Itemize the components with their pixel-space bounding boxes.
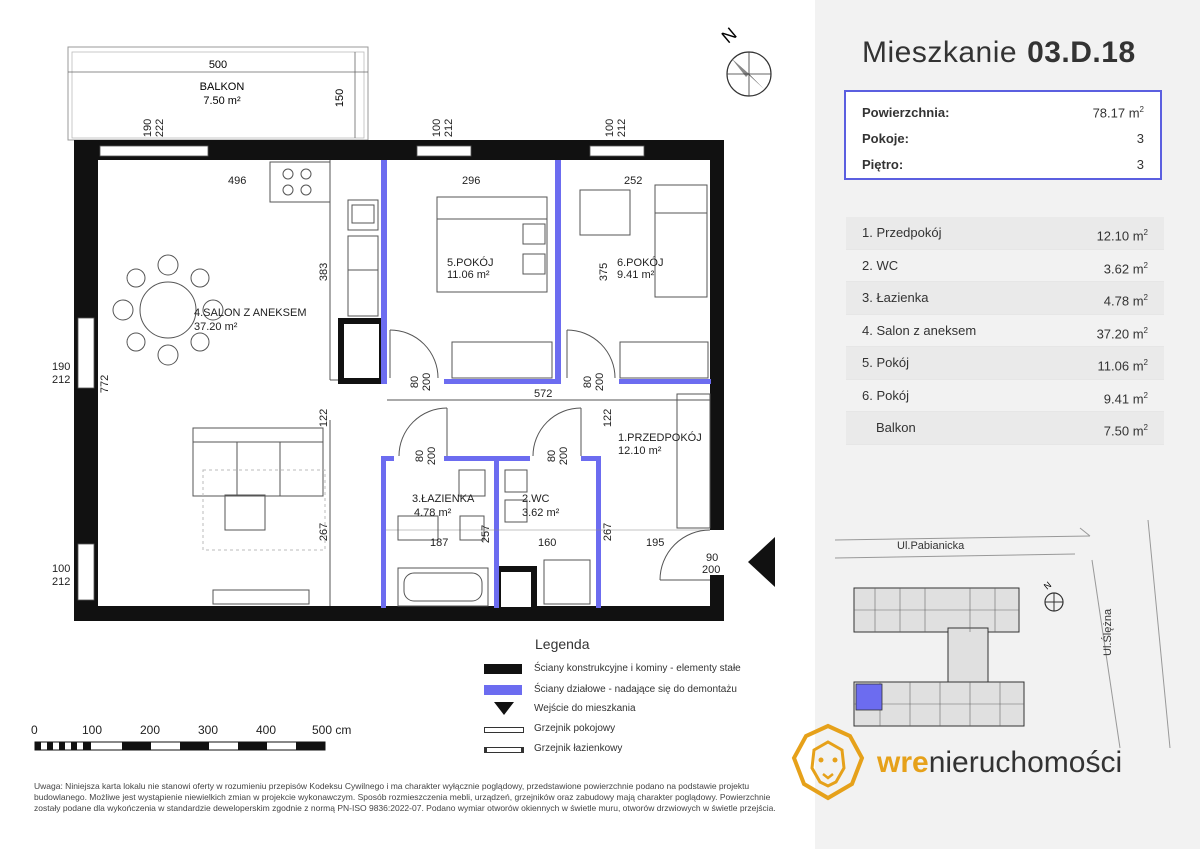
door-dim-80a: 80 bbox=[409, 375, 421, 389]
lion-logo-icon bbox=[790, 722, 866, 802]
compass-letter: N bbox=[717, 23, 741, 48]
dim-772: 772 bbox=[99, 374, 111, 394]
dim-375: 375 bbox=[598, 262, 610, 282]
door-dim-90: 90 bbox=[706, 552, 719, 564]
door-dim-80c: 80 bbox=[414, 449, 426, 463]
przedpokoj-area: 12.10 m² bbox=[618, 445, 662, 457]
window-dim-212a: 212 bbox=[443, 118, 455, 138]
dim-572: 572 bbox=[534, 388, 553, 400]
dim-257: 257 bbox=[480, 524, 492, 544]
summary-floor-row: Piętro: 3 bbox=[862, 157, 1144, 172]
street-slezna: Ul.Ślężna bbox=[1102, 608, 1114, 656]
room-list bbox=[846, 217, 1164, 445]
balcony bbox=[68, 47, 368, 140]
apartment-code: 03.D.18 bbox=[1027, 36, 1136, 69]
door-dim-200b: 200 bbox=[594, 372, 606, 392]
window-dim-222: 222 bbox=[154, 118, 166, 138]
pokoj6-name: 6.POKÓJ bbox=[617, 257, 664, 269]
door-dim-80d: 80 bbox=[546, 449, 558, 463]
legend-title: Legenda bbox=[535, 636, 590, 652]
door-dim-200c: 200 bbox=[426, 446, 438, 466]
brand-wordmark: wrenieruchomości bbox=[877, 746, 1123, 779]
balcony-width-label: 500 bbox=[208, 59, 228, 71]
dim-160: 160 bbox=[538, 537, 557, 549]
left-window-190: 190 bbox=[52, 361, 71, 373]
scale-tick-500: 500 cm bbox=[312, 723, 352, 737]
summary-box bbox=[844, 90, 1162, 180]
entrance-arrow-icon bbox=[748, 537, 775, 587]
dim-267a: 267 bbox=[318, 522, 330, 542]
salon-name: 4.SALON Z ANEKSEM bbox=[194, 307, 307, 319]
street-pabianicka: Ul.Pabianicka bbox=[897, 540, 965, 552]
balcony-depth-label: 150 bbox=[334, 88, 346, 108]
door-dim-200a: 200 bbox=[421, 372, 433, 392]
dim-187: 187 bbox=[430, 537, 449, 549]
scale-bar bbox=[31, 723, 351, 750]
pokoj5-name: 5.POKÓJ bbox=[447, 257, 494, 269]
scale-tick-400: 400 bbox=[256, 723, 277, 737]
wc-area: 3.62 m² bbox=[522, 507, 560, 519]
dim-252: 252 bbox=[624, 175, 643, 187]
salon-area: 37.20 m² bbox=[194, 321, 238, 333]
summary-rooms-row: Pokoje: 3 bbox=[862, 131, 1144, 146]
window-dim-100b: 100 bbox=[604, 118, 616, 138]
dim-383: 383 bbox=[318, 262, 330, 282]
scale-tick-0: 0 bbox=[31, 723, 38, 737]
site-compass-icon bbox=[1042, 580, 1063, 611]
window-dim-212b: 212 bbox=[616, 118, 628, 138]
disclaimer-text: Uwaga: Niniejsza karta lokalu nie stanowi oferty w rozumieniu przepisów Kodeksu Cywilnego i ma charakter wyłącznie poglądowy, przedstawione powierzchnie podano na podstawie projektu budowlanego. Możliwe jest wystąpienie niewielkich zmian w projekcie wykonawczym. Sposób rozmieszczenia mebli, urządzeń, grzejników oraz zabudowy mają charakter poglądowy. Powierzchnie zostały podane dla wykończenia w standardzie deweloperskim zgodnie z normą PN-ISO 9836:2022-07. Podano wymiar otworów okiennych w świetle muru, otworów drzwiowych w świetle przejścia. bbox=[34, 781, 776, 813]
scale-tick-100: 100 bbox=[82, 723, 103, 737]
room-row: Balkon 7.50 $m^2$ bbox=[846, 412, 1164, 445]
balcony-area: 7.50 m² bbox=[203, 95, 241, 107]
apartment-location-marker bbox=[856, 684, 882, 710]
room-row: 3. Łazienka 4.78 $m^2$ bbox=[846, 282, 1164, 315]
pokoj6-area: 9.41 m² bbox=[617, 269, 655, 281]
summary-area-row: Powierzchnia: 78.17 $m^2$ bbox=[862, 105, 1144, 121]
lazienka-area: 4.78 m² bbox=[414, 507, 452, 519]
balcony-name: BALKON bbox=[199, 81, 245, 93]
partition-swatch bbox=[484, 685, 522, 695]
scale-tick-300: 300 bbox=[198, 723, 219, 737]
dim-195: 195 bbox=[646, 537, 665, 549]
pokoj5-area: 11.06 m² bbox=[447, 269, 490, 281]
left-window-212b: 212 bbox=[52, 576, 71, 588]
dim-496: 496 bbox=[228, 175, 247, 187]
radiator-icon bbox=[484, 727, 524, 733]
door-dim-80b: 80 bbox=[582, 375, 594, 389]
window-dim-100a: 100 bbox=[431, 118, 443, 138]
dim-267b: 267 bbox=[602, 522, 614, 542]
structural-swatch bbox=[484, 664, 522, 674]
left-window-100: 100 bbox=[52, 563, 71, 575]
dim-122b: 122 bbox=[602, 408, 614, 428]
dim-122a: 122 bbox=[318, 408, 330, 428]
dim-296: 296 bbox=[462, 175, 481, 187]
room-row: 6. Pokój 9.41 $m^2$ bbox=[846, 380, 1164, 413]
window-dim-190: 190 bbox=[142, 118, 154, 138]
room-row: 1. Przedpokój 12.10 $m^2$ bbox=[846, 217, 1164, 250]
site-map bbox=[830, 520, 1200, 750]
lazienka-name: 3.ŁAZIENKA bbox=[412, 493, 475, 505]
svg-text:N: N bbox=[1041, 579, 1054, 592]
wc-name: 2.WC bbox=[522, 493, 550, 505]
door-dim-200e: 200 bbox=[702, 564, 721, 576]
bathroom-radiator-icon bbox=[484, 747, 524, 753]
scale-tick-200: 200 bbox=[140, 723, 161, 737]
apartment-title: Mieszkanie 03.D.18 bbox=[862, 36, 1136, 69]
przedpokoj-name: 1.PRZEDPOKÓJ bbox=[618, 432, 702, 444]
room-row: 4. Salon z aneksem 37.20 $m^2$ bbox=[846, 315, 1164, 348]
left-window-212a: 212 bbox=[52, 374, 71, 386]
compass-icon bbox=[718, 24, 771, 96]
room-row: 2. WC 3.62 $m^2$ bbox=[846, 250, 1164, 283]
entrance-triangle-icon bbox=[494, 702, 514, 716]
door-dim-200d: 200 bbox=[558, 446, 570, 466]
room-row: 5. Pokój 11.06 $m^2$ bbox=[846, 347, 1164, 380]
